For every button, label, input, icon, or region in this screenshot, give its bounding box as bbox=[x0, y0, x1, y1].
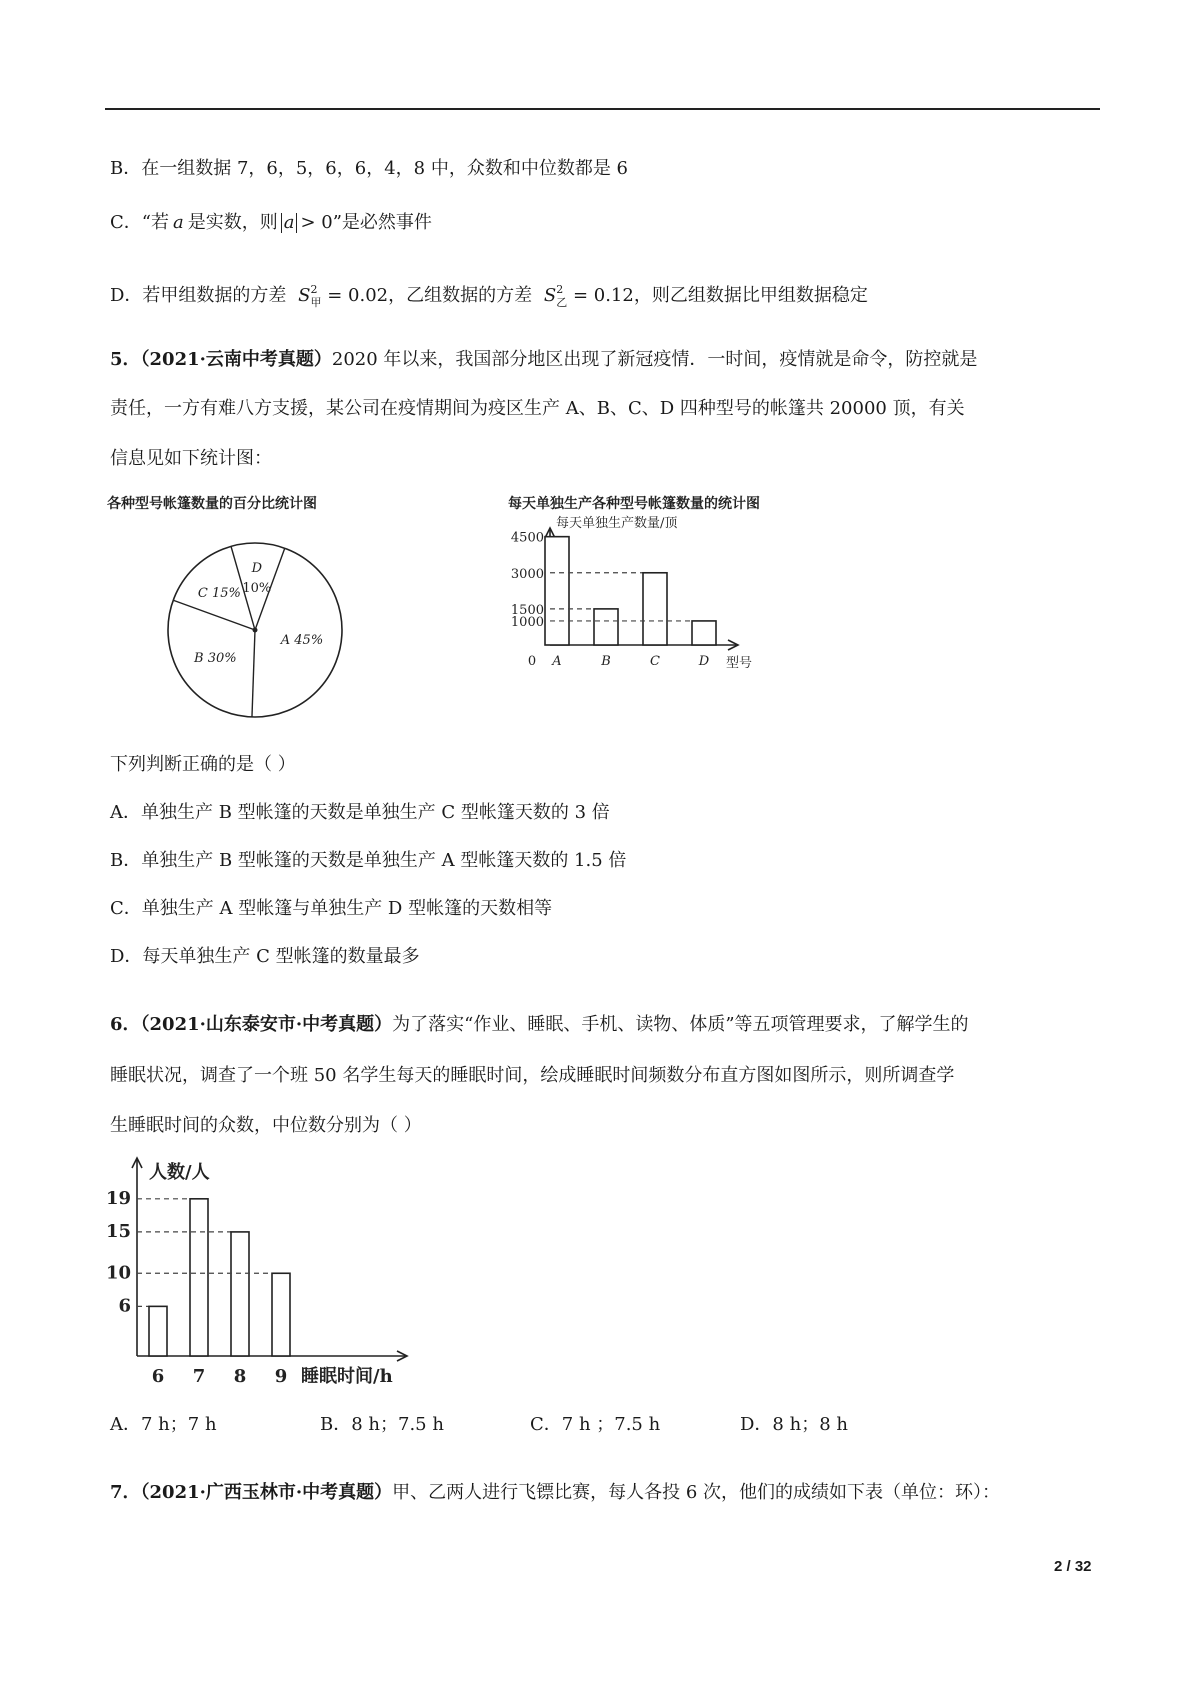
q6-option-b: B．8 h；7.5 h bbox=[320, 1414, 444, 1435]
q5-option-b: B．单独生产 B 型帐篷的天数是单独生产 A 型帐篷天数的 1.5 倍 bbox=[110, 850, 627, 871]
tent-chart-title: 每天单独生产各种型号帐篷数量的统计图 bbox=[508, 496, 760, 512]
tent-bar-B bbox=[594, 609, 618, 645]
sleep-ytick-15: 15 bbox=[105, 1220, 131, 1242]
sleep-x-label: 睡眠时间/h bbox=[301, 1366, 393, 1387]
tent-cat-C: C bbox=[650, 654, 660, 669]
pie-label-C: C 15% bbox=[197, 585, 241, 601]
tent-cat-A: A bbox=[552, 654, 562, 669]
pie-label-D: D bbox=[251, 560, 263, 576]
sleep-bar-8 bbox=[231, 1232, 249, 1356]
tent-origin: 0 bbox=[527, 654, 537, 669]
q6-line3: 生睡眠时间的众数，中位数分别为（ ） bbox=[110, 1115, 422, 1136]
sleep-histogram bbox=[105, 1150, 465, 1400]
q6-line2: 睡眠状况，调查了一个班 50 名学生每天的睡眠时间，绘成睡眠时间频数分布直方图如图所示，则所调查学 bbox=[110, 1065, 955, 1086]
q5-prompt: 下列判断正确的是（ ） bbox=[110, 754, 296, 775]
q5-line2: 责任，一方有难八方支援，某公司在疫情期间为疫区生产 A、B、C、D 四种型号的帐篷共 20000 顶，有关 bbox=[110, 398, 965, 419]
q7-line1: 7．（2021·广西玉林市·中考真题）甲、乙两人进行飞镖比赛，每人各投 6 次，他们的成绩如下表（单位：环）： bbox=[110, 1482, 1001, 1503]
sleep-ytick-19: 19 bbox=[105, 1187, 131, 1209]
q6-line1: 6．（2021·山东泰安市·中考真题）为了落实“作业、睡眠、手机、读物、体质”等五项管理要求，了解学生的 bbox=[110, 1014, 969, 1035]
sleep-y-label: 人数/人 bbox=[149, 1162, 210, 1183]
pie-label-A: A 45% bbox=[280, 633, 324, 649]
pie-center bbox=[253, 628, 258, 633]
q6-option-c: C．7 h ；7.5 h bbox=[530, 1414, 661, 1435]
pie-slice-boundary-B bbox=[252, 630, 255, 717]
sleep-cat-8: 8 bbox=[233, 1366, 247, 1387]
q5-option-a: A．单独生产 B 型帐篷的天数是单独生产 C 型帐篷天数的 3 倍 bbox=[110, 802, 610, 823]
q5-option-c: C．单独生产 A 型帐篷与单独生产 D 型帐篷的天数相等 bbox=[110, 898, 553, 919]
tent-bar-A bbox=[545, 537, 569, 645]
tent-x-label: 型号 bbox=[726, 656, 753, 671]
tent-ytick-1500: 1500 bbox=[510, 602, 544, 618]
pie-slice-boundary-C bbox=[173, 600, 255, 630]
pie-title: 各种型号帐篷数量的百分比统计图 bbox=[107, 496, 317, 512]
pie-chart bbox=[105, 490, 415, 730]
q5-option-d: D．每天单独生产 C 型帐篷的数量最多 bbox=[110, 946, 420, 967]
header-rule bbox=[105, 108, 1100, 110]
tent-cat-B: B bbox=[601, 654, 611, 669]
tent-ytick-4500: 4500 bbox=[510, 530, 544, 546]
prev-option-b: B．在一组数据 7，6，5，6，6，4，8 中，众数和中位数都是 6 bbox=[110, 158, 629, 179]
q5-line1: 5．（2021·云南中考真题）2020 年以来，我国部分地区出现了新冠疫情．一时间，疫情就是命令，防控就是 bbox=[110, 349, 978, 370]
sleep-ytick-6: 6 bbox=[118, 1295, 131, 1317]
sleep-ytick-10: 10 bbox=[105, 1262, 131, 1284]
tent-bar-C bbox=[643, 573, 667, 645]
page-number: 2 / 32 bbox=[1054, 1558, 1092, 1575]
q5-line3: 信息见如下统计图： bbox=[110, 448, 272, 469]
tent-bar-D bbox=[692, 621, 716, 645]
pie-label-B: B 30% bbox=[194, 650, 237, 666]
sleep-bar-7 bbox=[190, 1199, 208, 1356]
tent-ytick-3000: 3000 bbox=[510, 566, 544, 582]
prev-option-c: C．“若 a 是实数，则 a > 0”是必然事件 bbox=[110, 212, 432, 233]
prev-option-d: D．若甲组数据的方差 $S^2_甲 = 0.02$，乙组数据的方差 $S^2_乙 = 0.12$，则乙组数据比甲组数据稳定 bbox=[110, 283, 868, 309]
tent-ytick-1000: 1000 bbox=[510, 614, 544, 630]
tent-cat-D: D bbox=[698, 654, 710, 669]
tent-bar-chart bbox=[500, 490, 860, 735]
sleep-bar-9 bbox=[272, 1273, 290, 1356]
tent-y-label: 每天单独生产数量/顶 bbox=[556, 516, 678, 531]
sleep-bar-6 bbox=[149, 1306, 167, 1356]
sleep-cat-7: 7 bbox=[192, 1366, 206, 1387]
pie-label-D-pct: 10% bbox=[242, 580, 272, 596]
q6-option-a: A．7 h；7 h bbox=[110, 1414, 217, 1435]
sleep-cat-9: 9 bbox=[274, 1366, 288, 1387]
q6-option-d: D．8 h；8 h bbox=[740, 1414, 848, 1435]
sleep-cat-6: 6 bbox=[151, 1366, 165, 1387]
